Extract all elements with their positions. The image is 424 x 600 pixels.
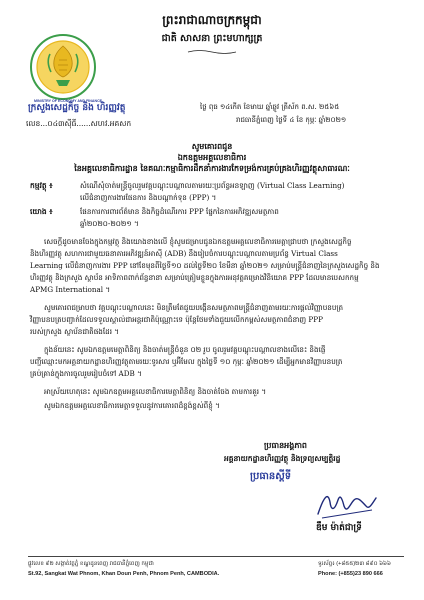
signatory-department: អគ្គនាយកដ្ឋានហិរញ្ញវត្ថុ និងទ្រព្យសម្បត្តិរដ្ឋ (224, 454, 341, 463)
closing-request: អាស្រ័យហេតុនេះ សូមឯកឧត្តមអគ្គលេខាធិការមេត្តាពិនិត្យ និងចាត់ចែង តាមការគួរ ។ (44, 387, 267, 396)
signatory-role: ប្រធានស្តីទី (250, 471, 292, 482)
ministry-emblem-logo (26, 32, 103, 103)
footer-phone-english: Phone: (+855)23 890 666 (318, 571, 383, 577)
body-paragraph-3-line: ក្នុងន័យនេះ សូមឯកឧត្តមមេត្តាពិនិត្យ និងចាត់មន្ត្រីចំនួន ០២ រូប ចូលរួមវគ្គបណ្តុះបណ្តាលខាងលើនេះ និងផ្ញើ (44, 345, 326, 354)
footer-phone-khmer: ទូរស័ព្ទ៖ (+៨៥៥)២៣ ៨៩០ ៦៦៦ (318, 561, 391, 567)
ministry-name: ក្រសួងសេដ្ឋកិច្ច និង ហិរញ្ញវត្ថុ (28, 103, 126, 113)
signatory-name: ឌឹម ម៉ាត់ជាទ្រី (316, 523, 362, 533)
subject-line-2: លើជំនាញការងារផែនការ និងបណ្តាក់ទុន (PPP) ។ (80, 193, 217, 202)
subject-label: កម្មវត្ថុ ៖ (30, 181, 53, 190)
national-motto: ជាតិ សាសនា ព្រះមហាក្សត្រ (161, 33, 263, 44)
body-paragraph-1-line: APMG International ។ (30, 285, 111, 294)
body-paragraph-2-line: វិញ្ញាបនបត្របញ្ជាក់ដែលទទួលស្គាល់ជាអន្តរជាតិប៉ុណ្ណោះទេ ប៉ុន្តែថែមទាំងជួយលើកកម្ពស់សមត្ថភាពជំនាញ PPP (30, 315, 323, 324)
footer-divider (28, 556, 404, 557)
body-paragraph-2-line: សូមគោរពជម្រាបថា វគ្គបណ្តុះបណ្តាលនេះ មិនត្រឹមតែជួយបង្កើនសមត្ថភាពមន្ត្រីជំនាញតាមរយៈការផ្តល់វិញ្ញាបនបត្រ (44, 303, 344, 312)
body-paragraph-1-line: Learning លើជំនាញការងារ PPP នៅខែមុនពីថ្ងៃទី១០ ដល់ថ្ងៃទី២០ ខែមីនា ឆ្នាំ២០២១ សម្រាប់មន្ត្រីជំនាញនៃក្រសួងសេដ្ឋកិច្ច និង (30, 261, 380, 270)
body-paragraph-3-line: បញ្ជីឈ្មោះមកអគ្គនាយកដ្ឋានហិរញ្ញវត្ថុតាមរយៈទូរសារ ឬអ៊ីមែល ក្នុងថ្ងៃទី ១០ កុម្ភៈ ឆ្នាំ២០២១ ដើម្បីអ្នកមានវិញ្ញាបនបត្រ (30, 357, 343, 366)
footer-address-khmer: ផ្លូវលេខ ៩២ សង្កាត់វត្តភ្នំ ខណ្ឌដូនពេញ រាជធានីភ្នំពេញ កម្ពុជា (28, 561, 154, 567)
reference-line-1: ផែនការការពារព័ត៌មាន និងកិច្ចដំណើរការ PPP ផ្នែកនៃការអភិវឌ្ឍសមត្ថភាព (80, 207, 279, 216)
closing-regards: សូមឯកឧត្តមអគ្គលេខាធិការមេត្តាទទួលនូវការគោរពដ៏ខ្ពង់ខ្ពស់ពីខ្ញុំ ។ (44, 401, 220, 410)
footer-address-english: St.92, Sangkat Wat Phnom, Khan Doun Penh, Phnom Penh, CAMBODIA. (28, 571, 220, 577)
logo-caption: MINISTRY OF ECONOMY AND FINANCE (34, 99, 103, 103)
signatory-title: ប្រធានអង្គភាព (264, 440, 308, 450)
lunar-date: ថ្ងៃ ពុធ ១៤កើត ខែមាឃ ឆ្នាំឆ្លូវ ត្រីស័ក ព.ស. ២៥៦៥ (200, 103, 340, 111)
handwritten-signature (314, 488, 378, 522)
recipient-organization: នៃអគ្គលេខាធិការដ្ឋាន នៃគណៈកម្មាធិការដឹកនាំការងារកែទម្រង់ការគ្រប់គ្រងហិរញ្ញវត្ថុសាធារណៈ (74, 163, 350, 173)
ornament-divider (186, 49, 238, 55)
body-paragraph-2-line: របស់ក្រសួង ស្ថាប័នជាតិផងដែរ ។ (30, 327, 120, 336)
reference-line-2: ឆ្នាំ២០២០-២០២១ ។ (80, 219, 139, 228)
recipient-title: ឯកឧត្តមអគ្គលេខាធិការ (177, 152, 247, 162)
body-paragraph-1-line: សេចក្តីដូចមានចែងក្នុងកម្មវត្ថុ និងយោងខាងលើ ខ្ញុំសូមជម្រាបជូនឯកឧត្តមអគ្គលេខាធិការមេត្តាជ្រាបថា ក្រសួងសេដ្ឋកិច្ច (44, 237, 352, 246)
salutation: សូមគោរពជូន (191, 141, 233, 151)
subject-line-1: សំណើសុំចាត់មន្ត្រីចូលរួមវគ្គបណ្តុះបណ្តាលតាមរយៈប្រព័ន្ធអនឡាញ (Virtual Class Learning) (80, 181, 345, 190)
body-paragraph-3-line: គ្រប់គ្រាន់ក្នុងការចូលរួមរៀបចំទៅ ADB ។ (30, 369, 142, 378)
reference-number: លេខ...០៤៣ស៊ីធី......សហវ.អគសក (26, 119, 132, 128)
solar-date: រាជធានីភ្នំពេញ ថ្ងៃទី ៤ ខែ កុម្ភៈ ឆ្នាំ២០២១ (236, 116, 347, 124)
reference-label: យោង ៖ (30, 207, 53, 216)
body-paragraph-1-line: និងហិរញ្ញវត្ថុ សហការជាមួយធនាគារអភិវឌ្ឍន៍អាស៊ី (ADB) នឹងរៀបចំការបណ្តុះបណ្តាលតាមប្រព័ន្ធ Virtual Class (30, 249, 338, 258)
kingdom-heading: ព្រះរាជាណាចក្រកម្ពុជា (162, 13, 262, 27)
body-paragraph-1-line: ហិរញ្ញវត្ថុ និងក្រសួង ស្ថាប័ន អាទិភាពពាក់ព័ន្ធនានា សម្រាប់ត្រៀមខ្លួនក្នុងការអនុវត្តគម្រោងវិនិយោគ PPP ដែលមានបេសកកម្ម (30, 273, 359, 282)
